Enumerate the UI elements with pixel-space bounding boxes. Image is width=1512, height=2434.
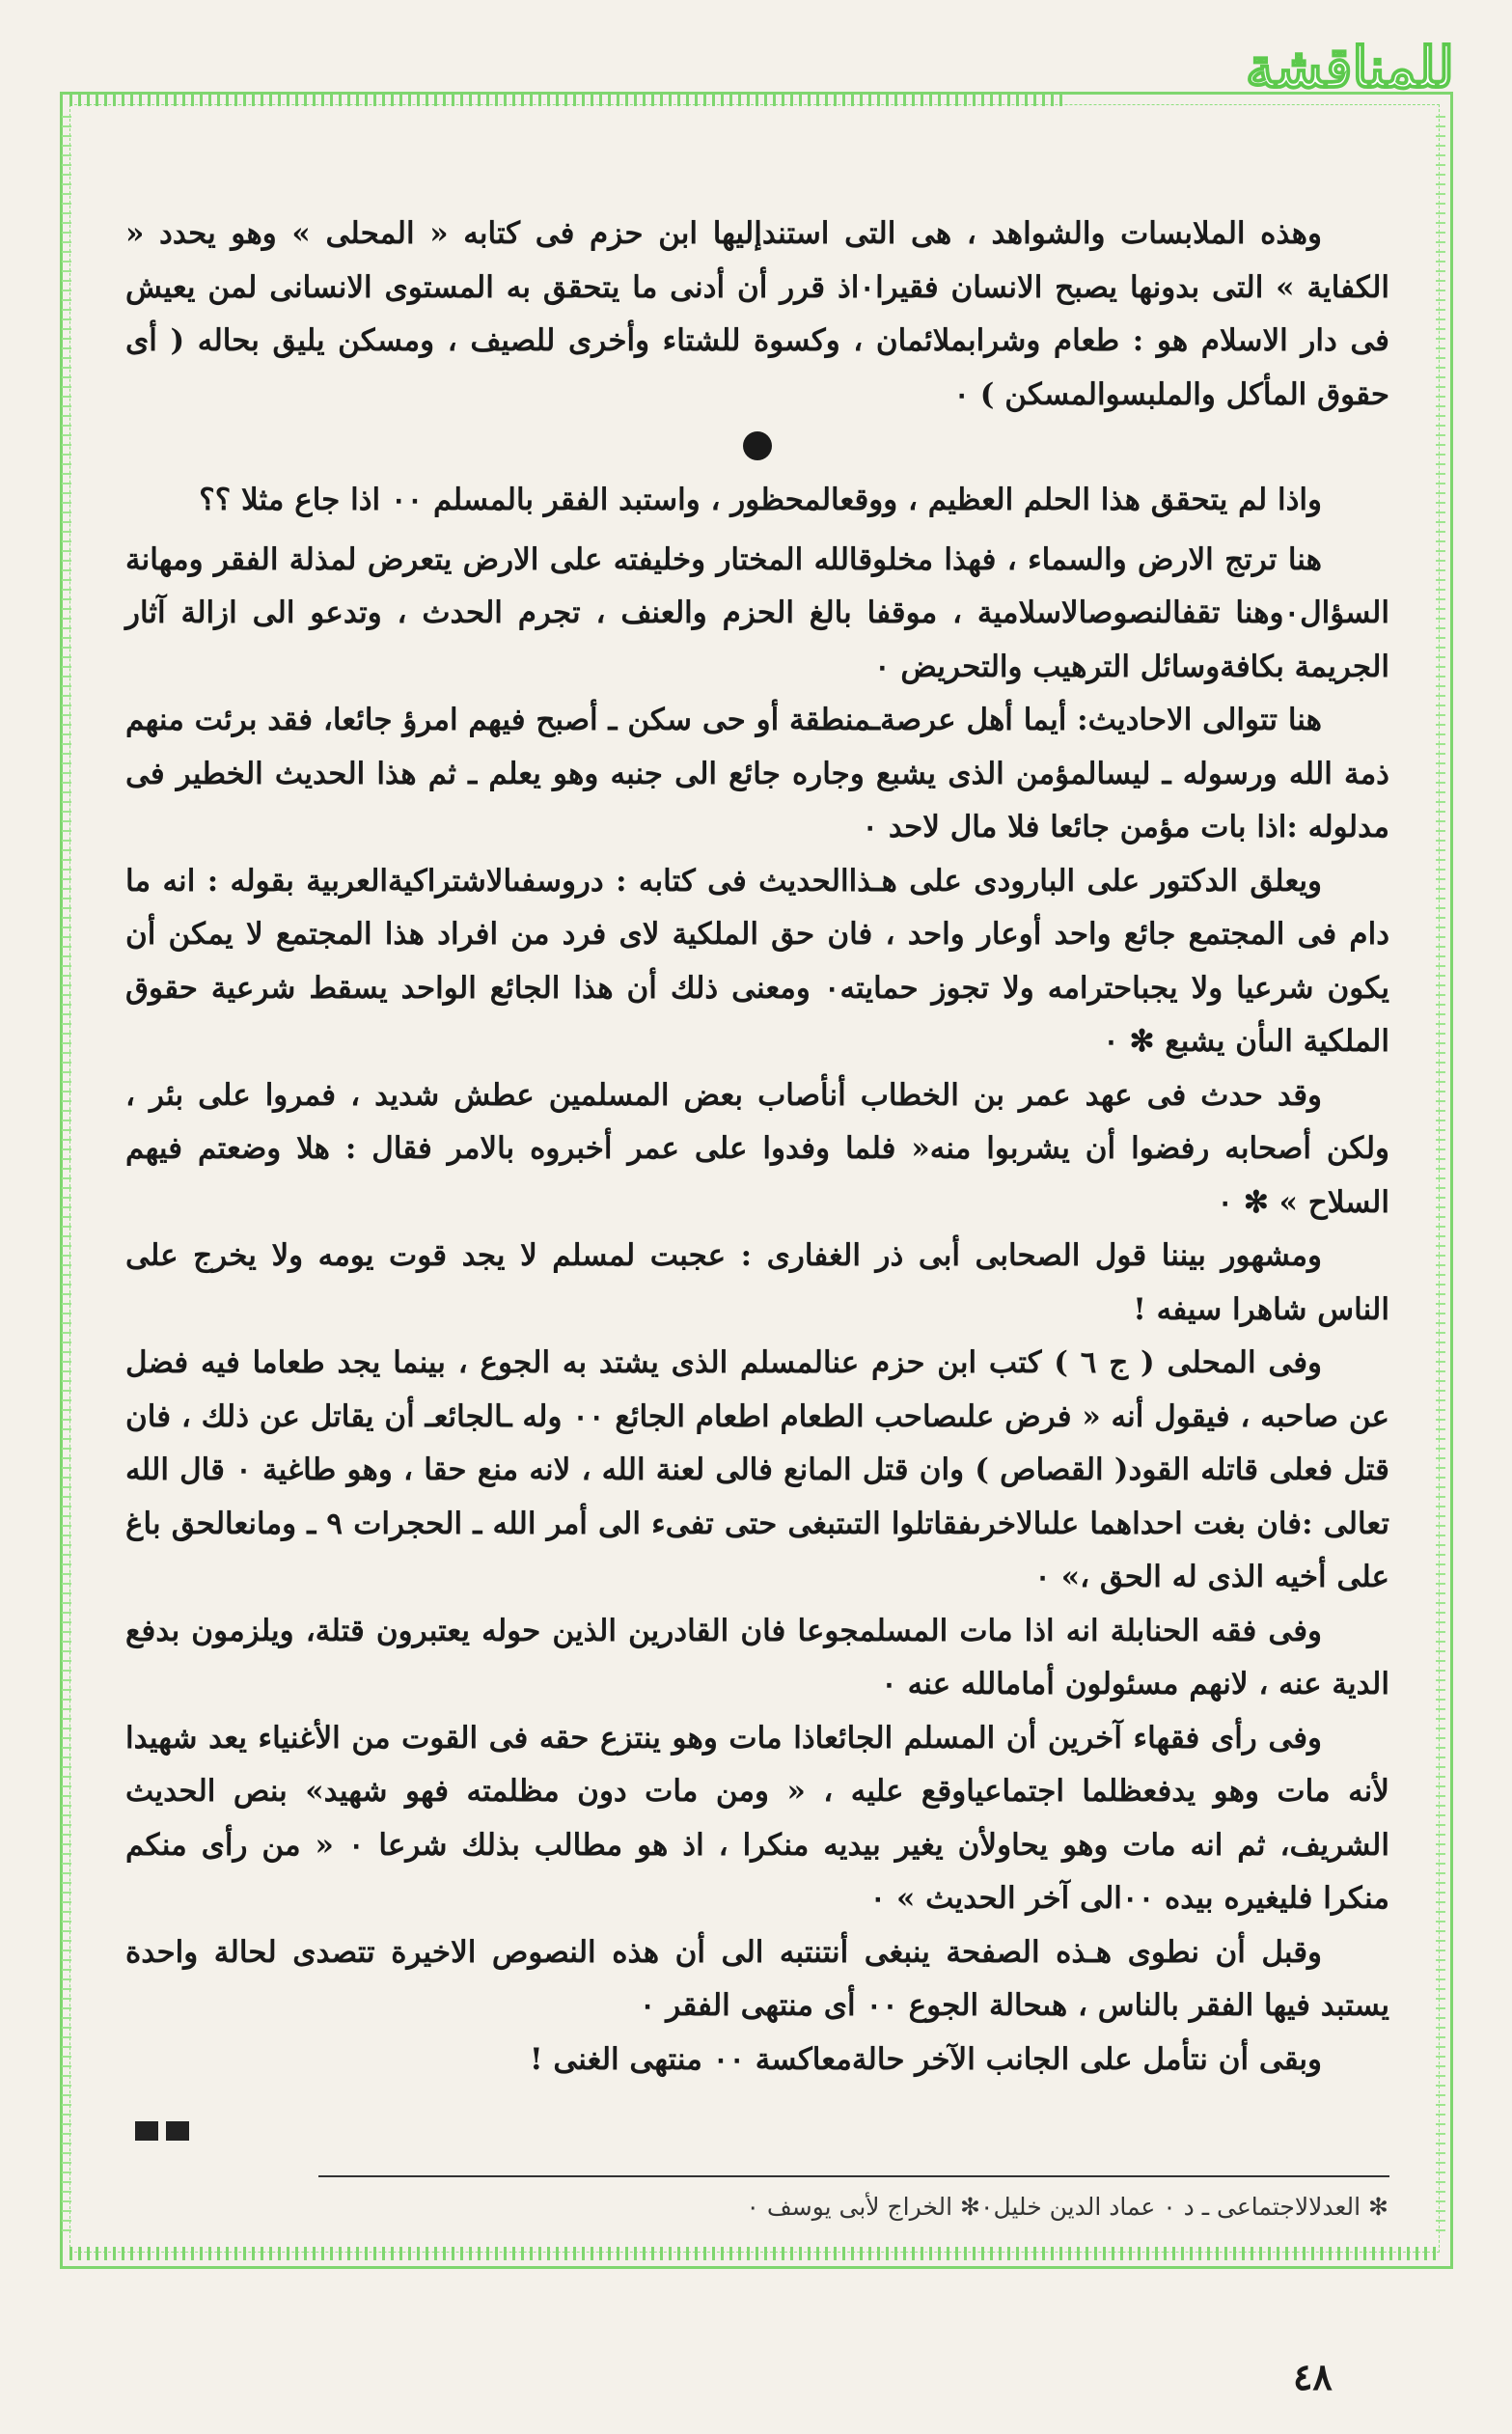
paragraph-9: وفى فقه الحنابلة انه اذا مات المسلمجوعا فان القادرين الذين حوله يعتبرون قتلة، ويلزمون بدفع الدية عنه ، لانهم مسئولون أمامالله عنه ٠ [125,1613,1389,1701]
paragraph-4: هنا تتوالى الاحاديث: أيما أهل عرصةـمنطقة أو حى سكن ـ أصبح فيهم امرؤ جائعا، فقد برئت منهم ذمة الله ورسوله ـ ليسالمؤمن الذى يشبع وجاره جائع الى جنبه وهو يعلم ـ ثم هذا الحديث الخطير فى مدلوله :اذا بات مؤمن جائعا فلا مال لاحد ٠ [125,703,1389,844]
paragraph-6: وقد حدث فى عهد عمر بن الخطاب أنأصاب بعض المسلمين عطش شديد ، فمروا على بئر ، ولكن أصحابه رفضوا أن يشربوا منه« فلما وفدوا على عمر أخبروه بالامر فقال : هلا وضعتم فيهم السلاح » ✻ ٠ [125,1077,1389,1220]
right-decorative-strip [1436,116,1445,2239]
end-of-article-mark [135,2121,193,2141]
left-decorative-strip [62,116,71,2239]
article-body [125,207,1389,2087]
paragraph-3: هنا ترتج الارض والسماء ، فهذا مخلوقالله المختار وخليفته على الارض يتعرض لمذلة الفقر ومهانة السؤال٠وهنا تقفالنصوصالاسلامية ، موقفا بالغ الحزم والعنف ، تجرم الحدث ، وتدعو الى ازالة آثار الجريمة بكافةوسائل الترهيب والتحريض ٠ [125,541,1389,684]
bottom-decorative-strip [69,2247,1438,2260]
paragraph-11: وقبل أن نطوى هـذه الصفحة ينبغى أنتنتبه الى أن هذه النصوص الاخيرة تتصدى لحالة واحدة يستبد فيها الفقر بالناس ، هىحالة الجوع ٠٠ أى منتهى الفقر ٠ [125,1934,1389,2023]
footnote: ✻ العدلالاجتماعى ـ د ٠ عماد الدين خليل٠✻ الخراج لأبى يوسف ٠ [746,2193,1388,2221]
paragraph-5: ويعلق الدكتور على البارودى على هـذاالحديث فى كتابه : دروسفىالاشتراكيةالعربية بقوله : انه ما دام فى المجتمع جائع واحد أوعار واحد ، فان حق الملكية لاى فرد من افراد هذا المجتمع لا يمكن أن يكون شرعيا ولا يجباحترامه ولا تجوز حمايته٠ ومعنى ذلك أن هذا الجائع الواحد يسقط شرعية حقوق الملكية الىأن يشبع ✻ ٠ [125,863,1389,1059]
paragraph-10: وفى رأى فقهاء آخرين أن المسلم الجائعاذا مات وهو ينتزع حقه فى القوت من الأغنياء يعد شهيدا لأنه مات وهو يدفعظلما اجتماعياوقع عليه ، « ومن مات دون مظلمته فهو شهيد» بنص الحديث الشريف، ثم انه مات وهو يحاولأن يغير بيديه منكرا ، اذ هو مطالب بذلك شرعا ٠ « من رأى منكم منكرا فليغيره بيده ٠٠الى آخر الحديث » ٠ [125,1720,1389,1916]
top-decorative-strip [69,93,1063,106]
paragraph-8: وفى المحلى ( ج ٦ ) كتب ابن حزم عنالمسلم الذى يشتد به الجوع ، بينما يجد طعاما فيه فضل عن صاحبه ، فيقول أنه « فرض علىصاحب الطعام اطعام الجائع ٠٠ وله ـالجائعـ أن يقاتل عن ذلك ، فان قتل فعلى قاتله القود( القصاص ) وان قتل المانع فالى لعنة الله ، لانه منع حقا ، وهو طاغية ٠ قال الله تعالى :فان بغت احداهما علىالاخرىفقاتلوا التىتبغى حتى تفىء الى أمر الله ـ الحجرات ٩ ـ ومانعالحق باغ على أخيه الذى له الحق ،» ٠ [125,1345,1390,1594]
paragraph-12: وبقى أن نتأمل على الجانب الآخر حالةمعاكسة ٠٠ منتهى الغنى ! [530,2041,1322,2077]
bullet-separator [743,431,772,460]
paragraph-1: وهذه الملابسات والشواهد ، هى التى استندإليها ابن حزم فى كتابه « المحلى » وهو يحدد « الكفاية » التى بدونها يصبح الانسان فقيرا٠اذ قرر أن أدنى ما يتحقق به المستوى الانسانى لمن يعيش فى دار الاسلام هو : طعام وشرابملائمان ، وكسوة للشتاء وأخرى للصيف ، ومسكن يليق بحاله ( أى حقوق المأكل والملبسوالمسكن ) ٠ [125,216,1389,412]
footnote-rule [318,2175,1389,2177]
page-number: ٤٨ [1293,2355,1333,2398]
paragraph-7: ومشهور بيننا قول الصحابى أبى ذر الغفارى : عجبت لمسلم لا يجد قوت يومه ولا يخرج على الناس شاهرا سيفه ! [125,1238,1389,1327]
paragraph-2: واذا لم يتحقق هذا الحلم العظيم ، ووقعالمحظور ، واستبد الفقر بالمسلم ٠٠ اذا جاع مثلا ؟؟ [199,483,1322,517]
section-logo: للمناقشة [1245,35,1454,100]
